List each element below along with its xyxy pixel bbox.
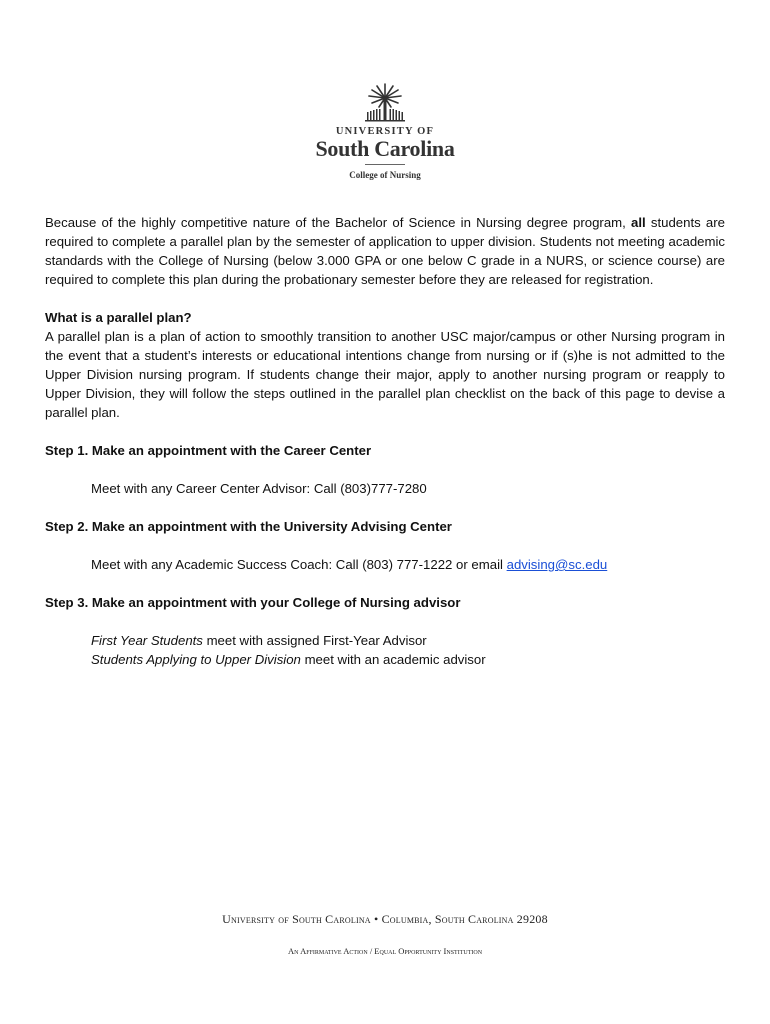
step2-text-body: Meet with any Academic Success Coach: Call (803) 777-1222 or email [91, 557, 507, 572]
step3-line1-rest: meet with assigned First-Year Advisor [202, 633, 427, 648]
logo-university-of: UNIVERSITY OF [335, 126, 435, 137]
logo-college-of-nursing: College of Nursing [349, 170, 421, 180]
parallel-plan-paragraph: A parallel plan is a plan of action to smoothly transition to another USC major/campus or other Nursing program in the event that a student’s interests or educational intentions change from nursing or if (s)he is not admitted to the Upper Division nursing program. If students change their major, apply to another nursing program or reapply to Upper Division, they will follow the steps outlined in the parallel plan checklist on the back of this page to devise a parallel plan. [45, 329, 725, 420]
intro-text-2: students are required to complete a parallel plan by the semester of application to upper division. Students not meeting academic standards with the College of Nursing (below 3.000 GPA or one below C grade in a NURS, or science course) are required to complete this plan during the probationary semester before they are released for registration. [45, 215, 725, 287]
usc-logo [290, 78, 480, 180]
intro-bold-all: all [631, 215, 646, 230]
advising-email-link[interactable]: advising@sc.edu [506, 557, 608, 572]
step3-line2 [45, 650, 725, 669]
step2-heading: Step 2. Make an appointment with the University Advising Center [45, 519, 452, 534]
step1-heading: Step 1. Make an appointment with the Career Center [45, 443, 372, 458]
step3-heading: Step 3. Make an appointment with your College of Nursing advisor [45, 595, 461, 610]
footer-address: University of South Carolina • Columbia, South Carolina 29208 [222, 912, 548, 926]
parallel-plan-heading: What is a parallel plan? [45, 310, 192, 325]
intro-text-1: Because of the highly competitive nature of the Bachelor of Science in Nursing degree program, [45, 215, 631, 230]
intro-paragraph [45, 213, 725, 289]
document-body [45, 213, 725, 669]
step3-line2-italic: Students Applying to Upper Division [91, 652, 301, 667]
logo-south-carolina: South Carolina [315, 136, 455, 161]
step3-line1-italic: First Year Students [91, 633, 203, 648]
step3-line1 [45, 631, 725, 650]
logo-divider [365, 164, 405, 165]
step3-line2-rest: meet with an academic advisor [300, 652, 486, 667]
footer-eeo-statement: An Affirmative Action / Equal Opportunity Institution [287, 946, 483, 956]
step1-text: Meet with any Career Center Advisor: Call (803)777-7280 [91, 481, 427, 496]
step2-text [45, 555, 725, 574]
palmetto-tree-icon [355, 78, 415, 124]
